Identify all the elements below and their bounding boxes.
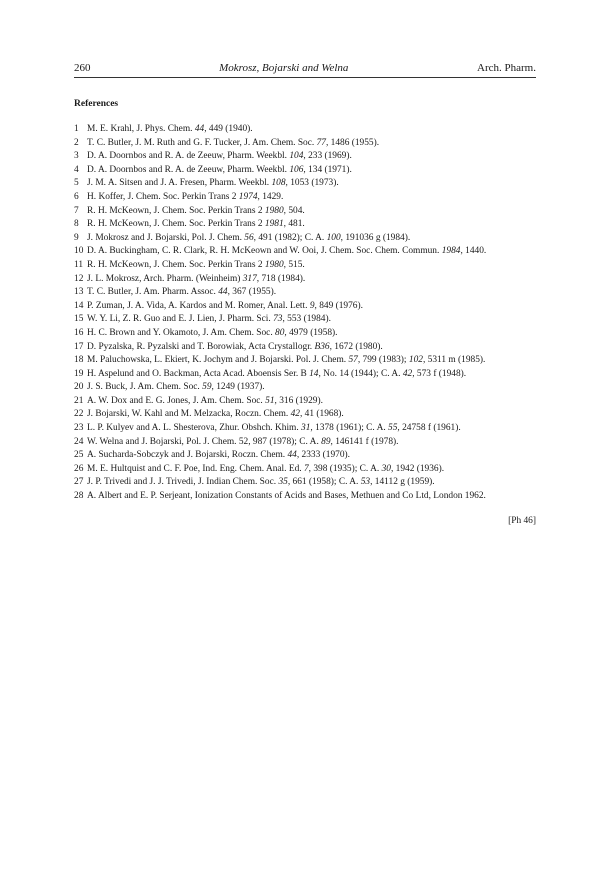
reference-volume: B36	[314, 341, 330, 352]
reference-segment: D. A. Buckingham, C. R. Clark, R. H. McKeown and W. Ooi, J. Chem. Soc. Chem. Commun.	[87, 246, 442, 257]
reference-volume: 44	[218, 287, 228, 298]
reference-segment: M. Paluchowska, L. Ekiert, K. Jochym and J. Bojarski. Pol. J. Chem.	[87, 355, 349, 366]
reference-item	[74, 259, 536, 273]
reference-segment: , 1053 (1973).	[285, 178, 339, 189]
reference-segment: H. Koffer, J. Chem. Soc. Perkin Trans 2	[87, 191, 239, 202]
reference-item	[74, 408, 536, 422]
reference-segment: R. H. McKeown, J. Chem. Soc. Perkin Trans 2	[87, 259, 265, 270]
reference-volume: 44	[194, 124, 205, 134]
reference-segment: R. H. McKeown, J. Chem. Soc. Perkin Trans 2	[87, 205, 265, 216]
reference-volume: 56	[244, 232, 254, 243]
reference-segment: , 191036 g (1984).	[340, 232, 411, 243]
reference-segment: , 553 (1984).	[282, 314, 331, 325]
reference-number: 25	[74, 450, 84, 461]
reference-segment: , 515.	[283, 259, 305, 270]
reference-segment: , 24758 f (1961).	[397, 423, 461, 434]
reference-segment: , 573 f (1948).	[412, 368, 467, 379]
section-title: References	[74, 99, 119, 109]
reference-segment: , 1486 (1955).	[325, 137, 380, 148]
reference-number: 7	[74, 205, 79, 216]
reference-item	[74, 381, 536, 395]
reference-item	[74, 245, 536, 259]
reference-item	[74, 368, 536, 382]
reference-segment: , 367 (1955).	[227, 287, 277, 298]
reference-text	[87, 463, 536, 477]
reference-text	[87, 150, 536, 164]
reference-number: 28	[74, 491, 84, 502]
reference-segment: M. E. Krahl, J. Phys. Chem.	[87, 124, 195, 134]
reference-segment: , 491 (1982); C. A.	[253, 232, 327, 243]
running-head-authors: Mokrosz, Bojarski and Welna	[219, 62, 349, 74]
reference-number: 14	[74, 300, 84, 311]
reference-volume: 35	[278, 477, 288, 488]
reference-segment: W. Y. Li, Z. R. Guo and E. J. Lien, J. Pharm. Sci.	[87, 314, 274, 325]
reference-segment: , 1378 (1961); C. A.	[310, 423, 389, 434]
reference-number: 3	[74, 151, 79, 162]
reference-segment: D. Pyzalska, R. Pyzalski and T. Borowiak, Acta Crystallogr.	[87, 341, 315, 352]
reference-item	[74, 205, 536, 219]
reference-segment: , 2333 (1970).	[296, 450, 350, 461]
reference-text	[87, 164, 536, 178]
reference-segment: , 987 (1978); C. A.	[248, 436, 322, 447]
reference-segment: A. W. Dox and E. G. Jones, J. Am. Chem. Soc.	[87, 395, 266, 406]
reference-segment: L. P. Kulyev and A. L. Shesterova, Zhur. Obshch. Khim.	[87, 423, 302, 434]
reference-number: 1	[74, 124, 79, 134]
reference-text	[87, 422, 536, 436]
reference-volume: 1980	[264, 205, 284, 216]
reference-volume: 42	[402, 368, 413, 379]
reference-text	[87, 232, 536, 246]
reference-volume: 1984	[441, 246, 461, 257]
reference-volume: 104	[289, 151, 304, 162]
reference-segment: A. Albert and E. P. Serjeant, Ionization Constants of Acids and Bases, Methuen and Co Ltd, London 1962.	[87, 491, 486, 502]
reference-volume: 77	[316, 137, 326, 148]
reference-volume: 59	[202, 382, 212, 393]
reference-item	[74, 218, 536, 232]
running-head-journal: Arch. Pharm.	[477, 62, 536, 74]
reference-number: 21	[74, 395, 84, 406]
reference-segment: J. L. Mokrosz, Arch. Pharm. (Weinheim)	[87, 273, 243, 284]
reference-item	[74, 123, 536, 137]
reference-number: 13	[74, 287, 84, 298]
reference-text	[87, 368, 536, 382]
reference-text	[87, 381, 536, 395]
reference-number: 19	[74, 368, 84, 379]
reference-item	[74, 273, 536, 287]
reference-volume: 108	[271, 178, 286, 189]
reference-number: 26	[74, 463, 84, 474]
reference-item	[74, 436, 536, 450]
reference-item	[74, 164, 536, 178]
reference-segment: , 799 (1983);	[357, 355, 409, 366]
reference-segment: , 14112 g (1959).	[370, 477, 435, 488]
reference-number: 6	[74, 191, 79, 202]
reference-item	[74, 150, 536, 164]
reference-number: 22	[74, 409, 84, 420]
reference-segment: , 5311 m (1985).	[422, 355, 486, 366]
reference-volume: 106	[289, 164, 304, 175]
reference-segment: , 718 (1984).	[256, 273, 306, 284]
reference-item	[74, 300, 536, 314]
reference-item	[74, 354, 536, 368]
reference-volume: 1981	[264, 219, 284, 230]
reference-volume: 9	[309, 300, 315, 311]
reference-segment: , No. 14 (1944); C. A.	[318, 368, 403, 379]
reference-text	[87, 259, 536, 273]
manuscript-tag: [Ph 46]	[508, 515, 536, 526]
reference-number: 8	[74, 219, 79, 230]
reference-volume: 44	[287, 450, 297, 461]
reference-segment: J. M. A. Sitsen and J. A. Fresen, Pharm. Weekbl.	[87, 178, 272, 189]
reference-item	[74, 449, 536, 463]
reference-segment: , 1249 (1937).	[211, 382, 265, 393]
reference-volume: 1980	[264, 259, 284, 270]
reference-text	[87, 313, 536, 327]
reference-volume: 14	[309, 368, 319, 379]
reference-item	[74, 476, 536, 490]
reference-segment: , 146141 f (1978).	[330, 436, 399, 447]
reference-volume: 57	[348, 355, 358, 366]
reference-number: 23	[74, 423, 84, 434]
reference-number: 18	[74, 355, 84, 366]
reference-number: 10	[74, 246, 84, 257]
reference-segment: P. Zuman, J. A. Vida, A. Kardos and M. Romer, Anal. Lett.	[87, 300, 310, 311]
reference-segment: , 1942 (1936).	[390, 463, 445, 474]
reference-segment: , 849 (1976).	[314, 300, 363, 311]
reference-item	[74, 490, 536, 504]
reference-volume: 89	[321, 436, 331, 447]
reference-text	[87, 273, 536, 287]
reference-segment: R. H. McKeown, J. Chem. Soc. Perkin Trans 2	[87, 219, 265, 230]
reference-item	[74, 422, 536, 436]
reference-volume: 51	[265, 395, 275, 406]
reference-text	[87, 191, 536, 205]
reference-item	[74, 313, 536, 327]
reference-segment: , 134 (1971).	[303, 164, 352, 175]
reference-text	[87, 137, 536, 151]
reference-segment: H. C. Brown and Y. Okamoto, J. Am. Chem. Soc.	[87, 327, 276, 338]
reference-text	[87, 476, 536, 490]
reference-segment: 52	[238, 436, 249, 447]
reference-segment: J. P. Trivedi and J. J. Trivedi, J. Indian Chem. Soc.	[87, 477, 279, 488]
reference-number: 20	[74, 382, 84, 393]
reference-item	[74, 341, 536, 355]
reference-volume: 1974	[238, 191, 258, 202]
reference-volume: 42	[290, 409, 300, 420]
reference-text	[87, 300, 536, 314]
reference-text	[87, 205, 536, 219]
reference-segment: D. A. Doornbos and R. A. de Zeeuw, Pharm. Weekbl.	[87, 164, 290, 175]
reference-volume: 31	[301, 423, 311, 434]
page-number: 260	[74, 62, 91, 74]
reference-number: 4	[74, 164, 79, 175]
reference-text	[87, 218, 536, 232]
reference-text	[87, 123, 536, 137]
reference-text	[87, 327, 536, 341]
reference-segment: D. A. Doornbos and R. A. de Zeeuw, Pharm. Weekbl.	[87, 151, 290, 162]
reference-number: 24	[74, 436, 84, 447]
reference-item	[74, 191, 536, 205]
reference-volume: 7	[303, 463, 309, 474]
reference-volume: 55	[388, 423, 398, 434]
reference-text	[87, 245, 536, 259]
reference-item	[74, 395, 536, 409]
reference-volume: 73	[273, 314, 283, 325]
reference-segment: T. C. Butler, J. Am. Pharm. Assoc.	[87, 287, 219, 298]
reference-text	[87, 449, 536, 463]
reference-number: 11	[74, 259, 84, 270]
reference-volume: 317	[242, 273, 257, 284]
reference-number: 27	[74, 477, 84, 488]
reference-segment: W. Welna and J. Bojarski, Pol. J. Chem.	[87, 436, 239, 447]
reference-volume: 53	[360, 477, 371, 488]
reference-segment: T. C. Butler, J. M. Ruth and G. F. Tucker, J. Am. Chem. Soc.	[87, 137, 317, 148]
reference-segment: , 1440.	[460, 246, 487, 257]
reference-number: 9	[74, 232, 79, 243]
reference-segment: , 4979 (1958).	[284, 327, 338, 338]
reference-item	[74, 177, 536, 191]
reference-segment: , 504.	[283, 205, 305, 216]
reference-volume: 102	[408, 355, 423, 366]
reference-segment: , 41 (1968).	[299, 409, 344, 420]
reference-item	[74, 286, 536, 300]
reference-item	[74, 463, 536, 477]
reference-segment: , 481.	[283, 219, 305, 230]
reference-segment: J. Mokrosz and J. Bojarski, Pol. J. Chem.	[87, 232, 245, 243]
reference-segment: , 449 (1940).	[204, 124, 253, 134]
reference-segment: , 398 (1935); C. A.	[308, 463, 382, 474]
reference-list	[74, 123, 536, 504]
reference-segment: H. Aspelund and O. Backman, Acta Acad. Aboensis Ser. B	[87, 368, 310, 379]
reference-number: 12	[74, 273, 84, 284]
reference-item	[74, 327, 536, 341]
reference-text	[87, 341, 536, 355]
reference-text	[87, 408, 536, 422]
reference-segment: A. Sucharda-Sobczyk and J. Bojarski, Roczn. Chem.	[87, 450, 288, 461]
page	[74, 62, 536, 526]
reference-text	[87, 490, 536, 504]
reference-volume: 80	[275, 327, 285, 338]
reference-segment: J. Bojarski, W. Kahl and M. Melzacka, Roczn. Chem.	[87, 409, 291, 420]
reference-number: 17	[74, 341, 84, 352]
reference-segment: M. E. Hultquist and C. F. Poe, Ind. Eng. Chem. Anal. Ed.	[87, 463, 304, 474]
reference-text	[87, 395, 536, 409]
reference-segment: , 661 (1958); C. A.	[287, 477, 361, 488]
reference-number: 2	[74, 137, 79, 148]
reference-text	[87, 436, 536, 450]
reference-item	[74, 232, 536, 246]
reference-volume: 100	[326, 232, 341, 243]
reference-segment: , 1429.	[257, 191, 284, 202]
reference-segment: , 316 (1929).	[274, 395, 323, 406]
reference-text	[87, 177, 536, 191]
reference-volume: 30	[381, 463, 391, 474]
reference-segment: , 233 (1969).	[303, 151, 352, 162]
reference-number: 5	[74, 178, 79, 189]
reference-item	[74, 137, 536, 151]
reference-number: 16	[74, 327, 84, 338]
reference-text	[87, 286, 536, 300]
reference-segment: , 1672 (1980).	[329, 341, 383, 352]
reference-segment: J. S. Buck, J. Am. Chem. Soc.	[87, 382, 203, 393]
running-head	[74, 62, 536, 78]
reference-number: 15	[74, 314, 84, 325]
reference-text	[87, 354, 536, 368]
